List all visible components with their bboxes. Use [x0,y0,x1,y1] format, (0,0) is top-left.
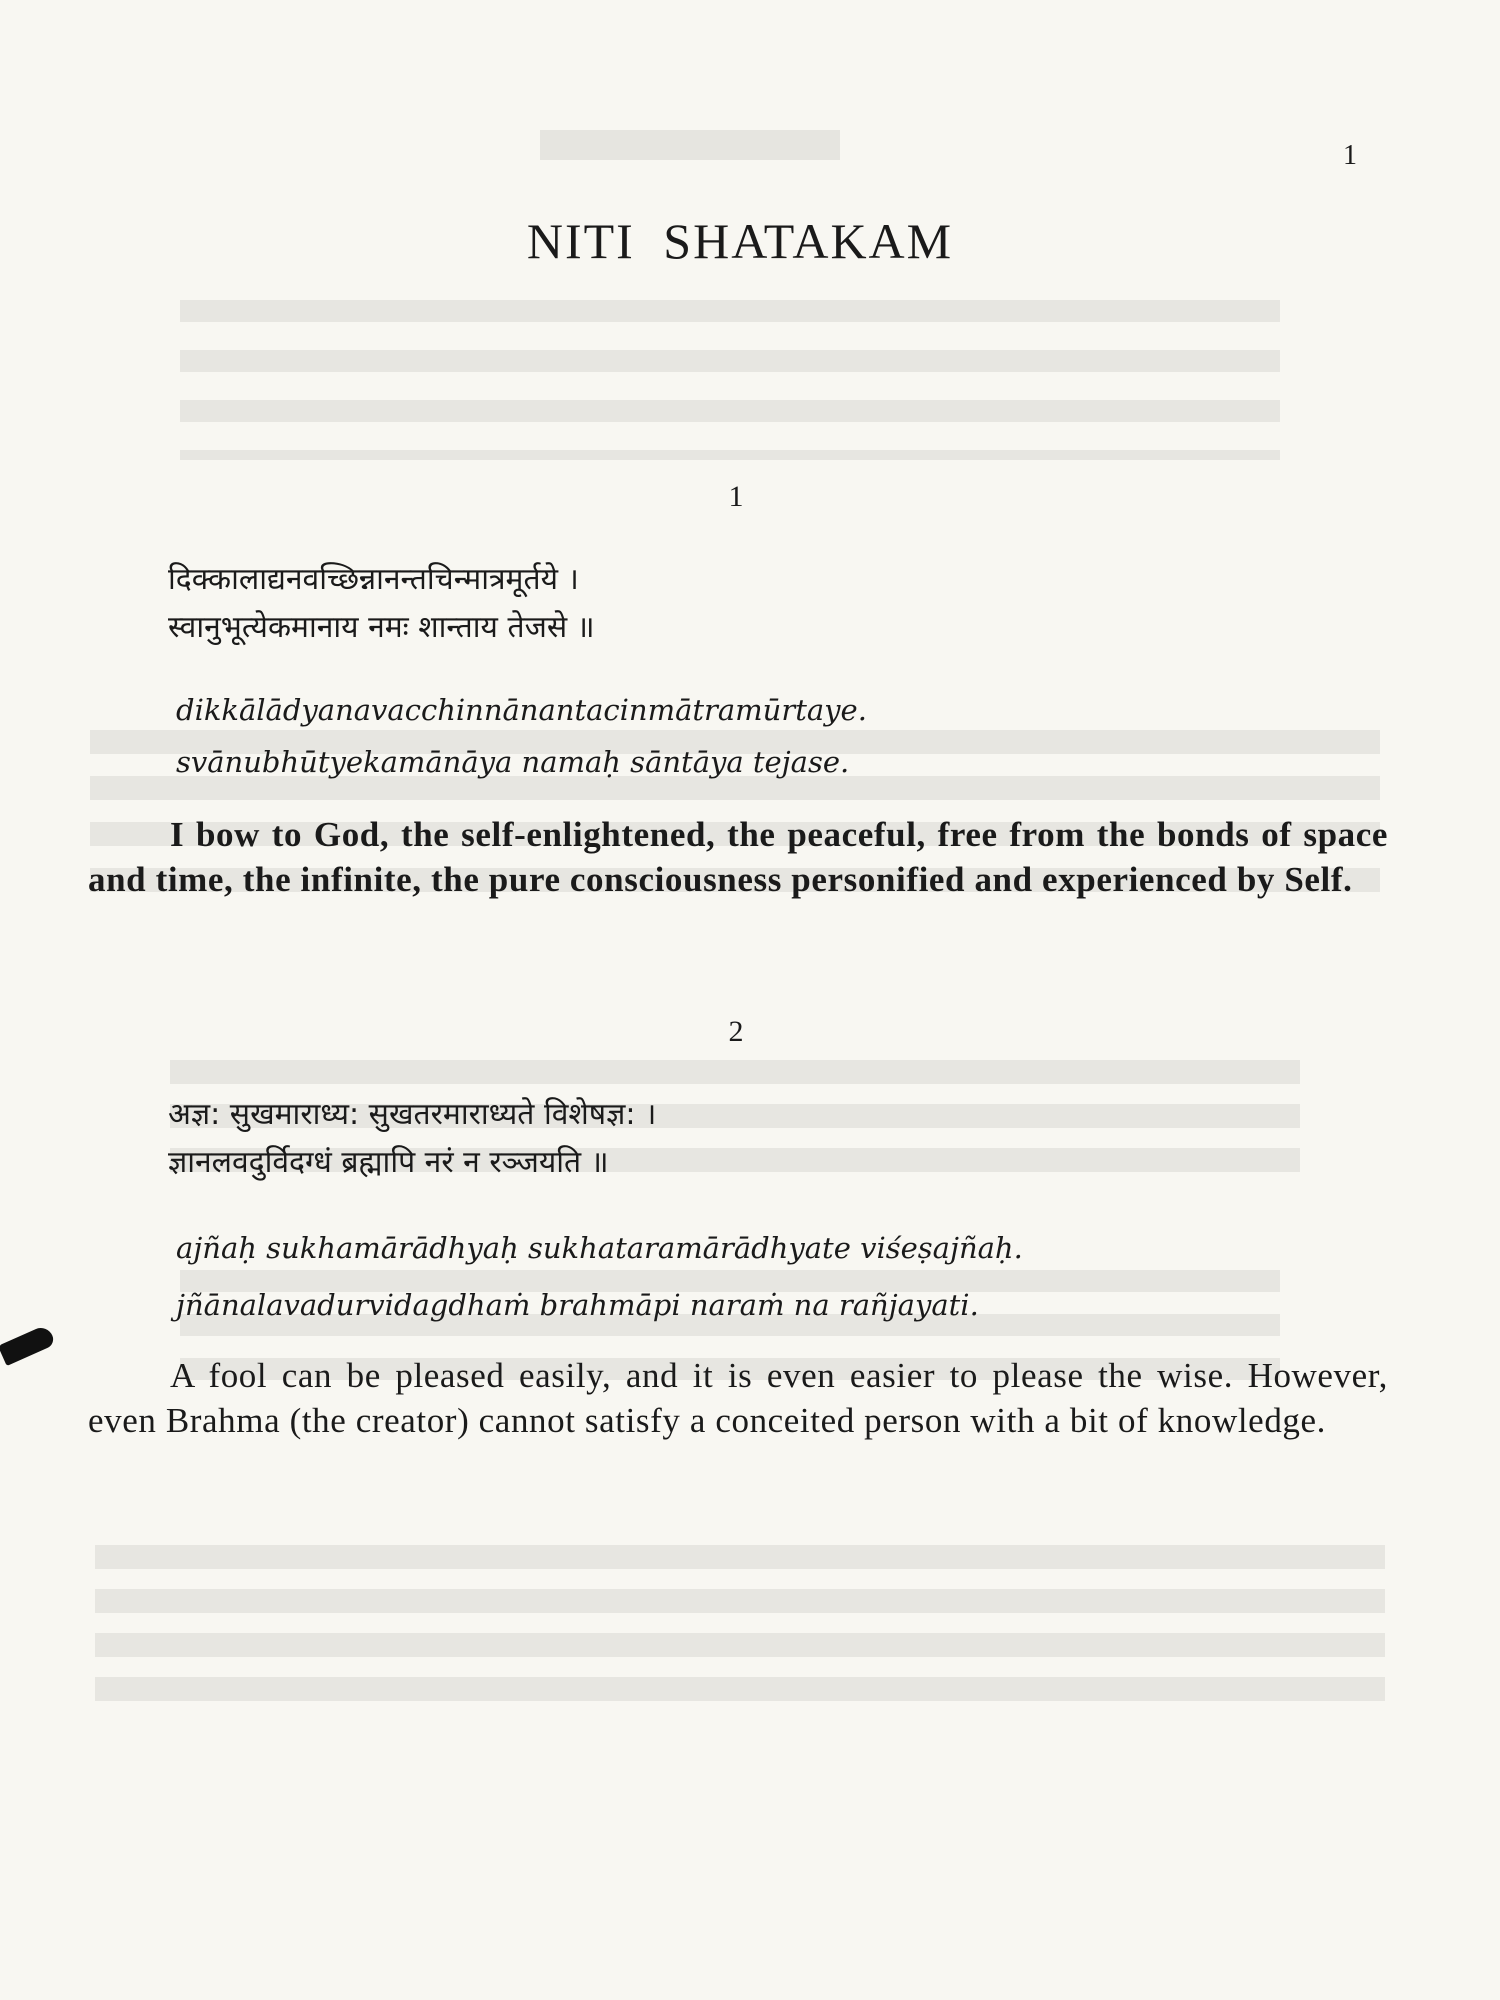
transliteration-line: jñānalavadurvidagdhaṁ brahmāpi naraṁ na rañjayati. [176,1288,979,1322]
verse-number: 1 [728,480,744,513]
translation-paragraph: A fool can be pleased easily, and it is even easier to please the wise. However, even Brahma (the creator) cannot satisfy a conceited person with a bit of knowledge. [88,1356,1388,1440]
sanskrit-line: स्वानुभूत्येकमानाय नमः शान्ताय तेजसे ॥ [168,610,595,645]
page-title: NITI SHATAKAM [526,213,954,269]
reverse-side-bleed [540,130,840,160]
sanskrit-line: ज्ञानलवदुर्विदग्धं ब्रह्मापि नरं न रञ्जयति ॥ [168,1145,609,1180]
transliteration-line: dikkālādyanavacchinnānantacinmātramūrtaye. [176,693,867,727]
page-number: 1 [1343,140,1357,171]
verse-number: 2 [728,1015,744,1048]
reverse-side-bleed [95,1545,1385,1705]
transliteration-line: svānubhūtyekamānāya namaḥ sāntāya tejase. [176,745,850,779]
sanskrit-line: अज्ञ: सुखमाराध्य: सुखतरमाराध्यते विशेषज्ञ: । [168,1097,657,1132]
translation-paragraph: I bow to God, the self-enlightened, the peaceful, free from the bonds of space and time, the infinite, the pure consciousness personified and experienced by Self. [88,815,1388,899]
transliteration-line: ajñaḥ sukhamārādhyaḥ sukhataramārādhyate viśeṣajñaḥ. [176,1231,1023,1265]
ink-smudge [0,1324,56,1366]
reverse-side-bleed [180,300,1280,460]
sanskrit-line: दिक्कालाद्यनवच्छिन्नानन्तचिन्मात्रमूर्तये । [168,562,579,597]
